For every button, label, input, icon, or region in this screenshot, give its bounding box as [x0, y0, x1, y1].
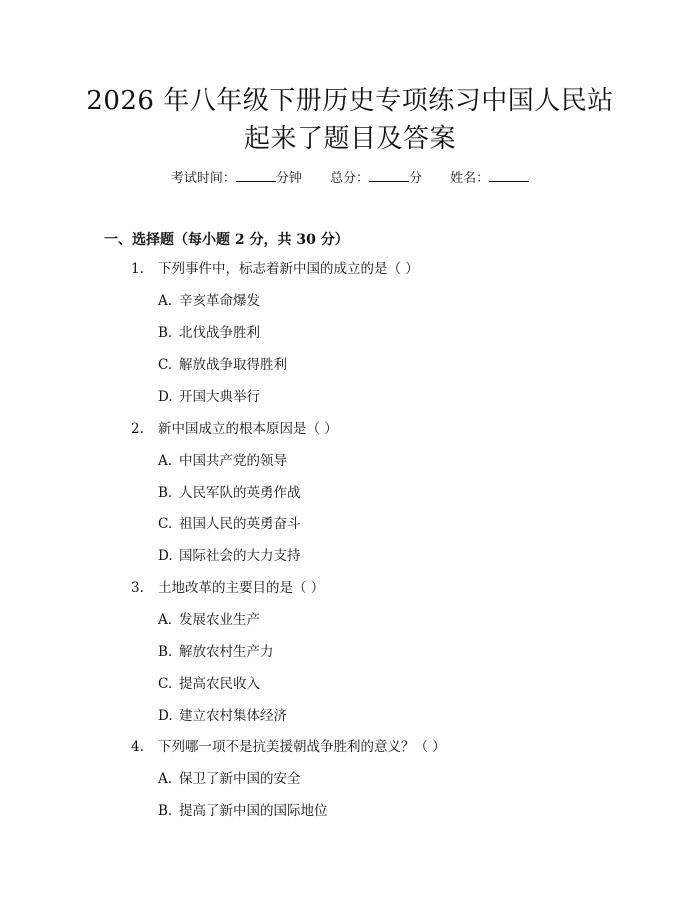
exam-time-blank[interactable]	[236, 167, 276, 182]
option-text: 辛亥革命爆发	[179, 293, 260, 309]
question-text: 下列事件中，标志着新中国的成立的是（ ）	[158, 261, 419, 277]
option-letter: C.	[158, 516, 173, 532]
option-letter: C.	[158, 676, 173, 692]
question-number: 1.	[131, 261, 144, 277]
question-number: 3.	[131, 580, 144, 596]
question-2-option-d[interactable]	[158, 546, 301, 566]
option-text: 保卫了新中国的安全	[179, 771, 301, 787]
option-letter: B.	[158, 325, 173, 341]
question-3	[131, 578, 324, 598]
option-text: 开国大典举行	[179, 389, 260, 405]
question-2	[131, 419, 338, 439]
question-number: 4.	[131, 739, 144, 755]
option-letter: D.	[158, 389, 173, 405]
page-title-line-2: 起来了题目及答案	[243, 124, 456, 154]
question-1-option-a[interactable]	[158, 291, 260, 311]
exam-time-unit: 分钟	[275, 171, 302, 186]
question-text: 新中国成立的根本原因是（ ）	[158, 421, 338, 437]
option-text: 祖国人民的英勇奋斗	[179, 516, 301, 532]
option-text: 北伐战争胜利	[179, 325, 260, 341]
question-1-option-d[interactable]	[158, 387, 260, 407]
option-text: 建立农村集体经济	[179, 708, 287, 724]
option-letter: A.	[158, 293, 173, 309]
exam-time-field	[171, 167, 302, 189]
option-letter: C.	[158, 357, 173, 373]
student-name-blank[interactable]	[489, 167, 529, 182]
question-2-option-c[interactable]	[158, 514, 301, 534]
question-4-option-a[interactable]	[158, 769, 301, 789]
question-2-option-a[interactable]	[158, 451, 287, 471]
question-3-option-d[interactable]	[158, 706, 287, 726]
option-text: 中国共产党的领导	[179, 453, 287, 469]
exam-info-bar	[0, 167, 700, 189]
option-letter: A.	[158, 771, 173, 787]
option-letter: A.	[158, 453, 173, 469]
option-letter: B.	[158, 485, 173, 501]
question-text: 下列哪一项不是抗美援朝战争胜利的意义？（ ）	[158, 739, 446, 755]
section-heading-choice: 一、选择题（每小题 2 分，共 30 分）	[104, 232, 349, 248]
option-letter: D.	[158, 548, 173, 564]
question-3-option-a[interactable]	[158, 610, 260, 630]
option-text: 解放战争取得胜利	[179, 357, 287, 373]
option-text: 提高了新中国的国际地位	[179, 803, 328, 819]
option-text: 提高农民收入	[179, 676, 260, 692]
total-score-field	[330, 167, 422, 189]
question-text: 土地改革的主要目的是（ ）	[158, 580, 325, 596]
option-text: 国际社会的大力支持	[179, 548, 301, 564]
option-letter: B.	[158, 803, 173, 819]
total-score-unit: 分	[409, 171, 423, 186]
question-2-option-b[interactable]	[158, 483, 301, 503]
option-letter: A.	[158, 612, 173, 628]
question-number: 2.	[131, 421, 144, 437]
total-score-label: 总分：	[329, 171, 369, 186]
option-letter: B.	[158, 644, 173, 660]
student-name-label: 姓名：	[450, 171, 490, 186]
option-text: 人民军队的英勇作战	[179, 485, 301, 501]
option-letter: D.	[158, 708, 173, 724]
question-4	[131, 737, 446, 757]
option-text: 发展农业生产	[179, 612, 260, 628]
question-3-option-c[interactable]	[158, 674, 260, 694]
page-title-line-1: 2026 年八年级下册历史专项练习中国人民站	[86, 86, 614, 116]
student-name-field	[450, 167, 529, 189]
question-1	[131, 259, 419, 279]
option-text: 解放农村生产力	[179, 644, 274, 660]
question-1-option-b[interactable]	[158, 323, 260, 343]
question-3-option-b[interactable]	[158, 642, 274, 662]
total-score-blank[interactable]	[369, 167, 409, 182]
question-4-option-b[interactable]	[158, 801, 328, 821]
question-1-option-c[interactable]	[158, 355, 287, 375]
exam-time-label: 考试时间：	[170, 171, 236, 186]
